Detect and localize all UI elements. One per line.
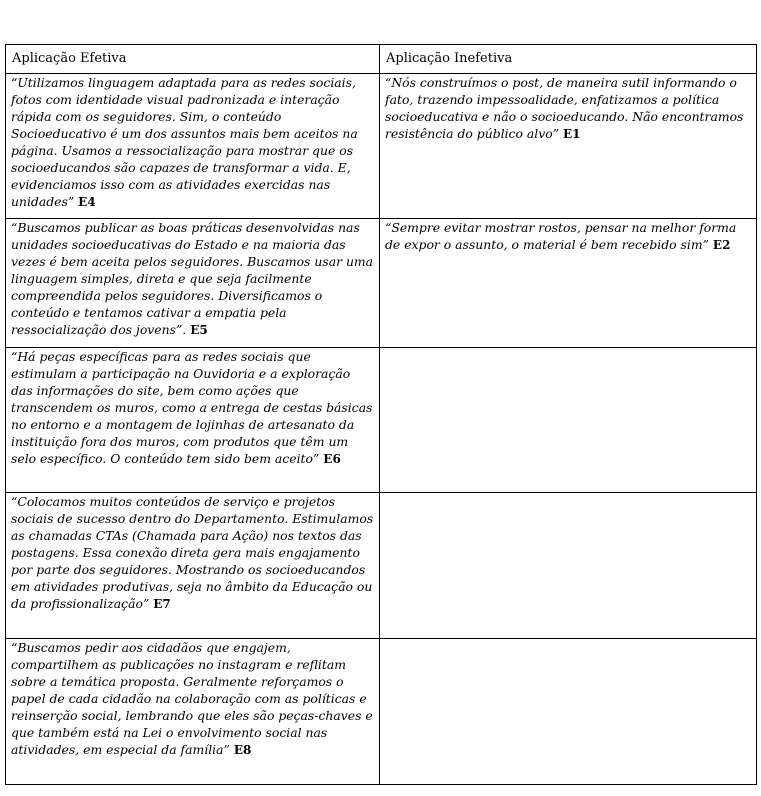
interviewee-code: E5	[190, 323, 208, 337]
effective-quote-cell	[6, 74, 380, 219]
ineffective-quote-cell	[380, 74, 757, 219]
quote-text: “Buscamos publicar as boas práticas desenvolvidas nas unidades socioeducativas do Estado e na maioria das vezes é bem aceita pelos seguidores. Buscamos usar uma linguagem simples, direta e que seja facilmente compreendida pelos seguidores. Diversificamos o conteúdo e tentamos cativar a empatia pela ressocialização dos jovens”.	[11, 220, 374, 337]
quote-text: “Colocamos muitos conteúdos de serviço e projetos sociais de sucesso dentro do Departamento. Estimulamos as chamadas CTAs (Chamada para Ação) nos textos das postagens. Essa conexão direta gera mais engajamento por parte dos seguidores. Mostrando os socioeducandos em atividades produtivas, seja no âmbito da Educação ou da profissionalização”	[11, 494, 374, 611]
quote-text: “Sempre evitar mostrar rostos, pensar na melhor forma de expor o assunto, o material é bem recebido sim”	[385, 220, 737, 252]
comparison-table	[5, 44, 757, 785]
quote-text: “Nós construímos o post, de maneira sutil informando o fato, trazendo impessoalidade, enfatizamos a política socioeducativa e não o socioeducando. Não encontramos resistência do público alvo”	[385, 75, 744, 141]
effective-quote-cell	[6, 493, 380, 639]
empty-cell	[380, 493, 757, 639]
interviewee-code: E1	[563, 127, 581, 141]
header-effective: Aplicação Efetiva	[6, 45, 380, 74]
interviewee-code: E4	[78, 195, 96, 209]
table-header-row	[6, 45, 757, 74]
effective-quote-cell	[6, 348, 380, 493]
interviewee-code: E2	[712, 238, 731, 252]
table-row	[6, 639, 757, 785]
table-row	[6, 493, 757, 639]
quote-text: “Buscamos pedir aos cidadãos que engajem, compartilhem as publicações no instagram e reflitam sobre a temática proposta. Geralmente reforçamos o papel de cada cidadão na colaboração com as políticas e reinserção social, lembrando que eles são peças-chaves e que também está na Lei o envolvimento social nas atividades, em especial da família”	[11, 640, 373, 757]
empty-cell	[380, 639, 757, 785]
quote-text: “Há peças específicas para as redes sociais que estimulam a participação na Ouvidoria e a exploração das informações do site, bem como ações que transcendem os muros, como a entrega de cestas básicas no entorno e a montagem de lojinhas de artesanato da instituição fora dos muros, com produtos que têm um selo específico. O conteúdo tem sido bem aceito”	[11, 349, 373, 466]
table-row	[6, 219, 757, 348]
quote-text: “Utilizamos linguagem adaptada para as redes sociais, fotos com identidade visual padronizada e interação rápida com os seguidores. Sim, o conteúdo Socioeducativo é um dos assuntos mais bem aceitos na página. Usamos a ressocialização para mostrar que os socioeducandos são capazes de transformar a vida. E, evidenciamos isso com as atividades exercidas nas unidades”	[11, 75, 358, 209]
ineffective-quote-cell	[380, 219, 757, 348]
effective-quote-cell	[6, 219, 380, 348]
table-row	[6, 348, 757, 493]
table-row	[6, 74, 757, 219]
effective-quote-cell	[6, 639, 380, 785]
interviewee-code: E6	[323, 452, 341, 466]
interviewee-code: E8	[233, 743, 252, 757]
interviewee-code: E7	[153, 597, 171, 611]
empty-cell	[380, 348, 757, 493]
header-ineffective: Aplicação Inefetiva	[380, 45, 757, 74]
